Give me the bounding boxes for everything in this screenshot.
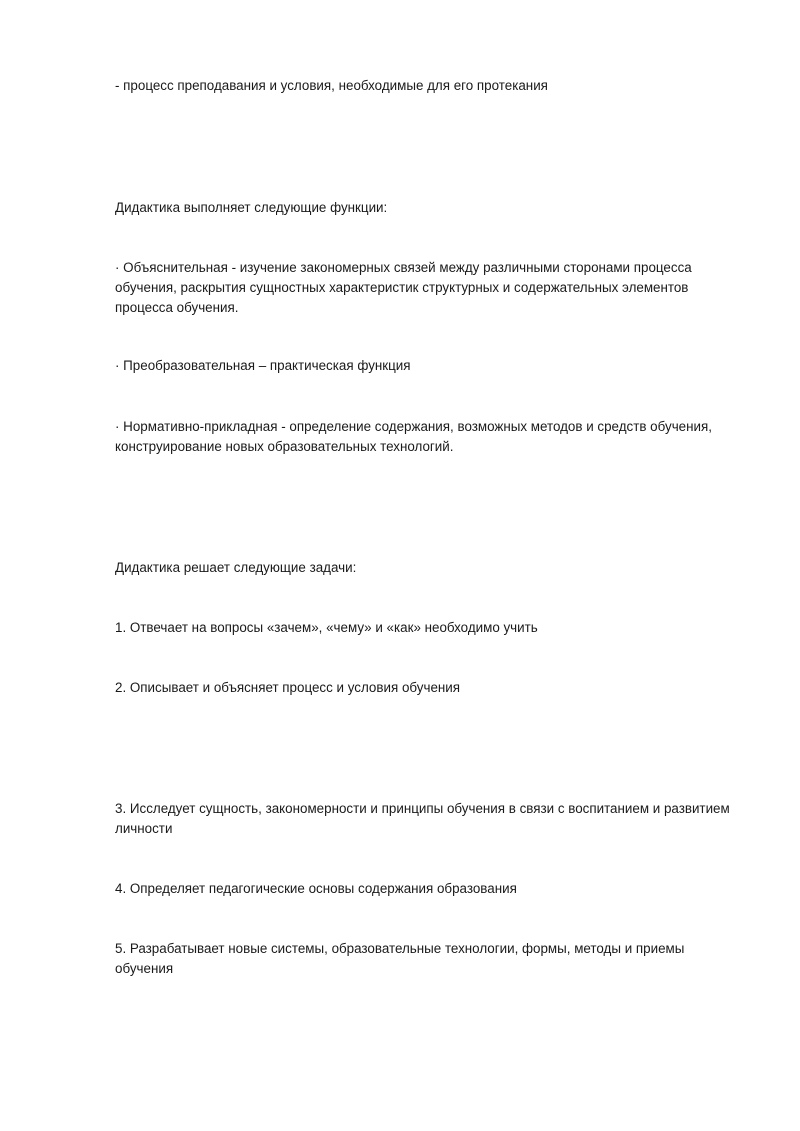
paragraph-function-explanatory: · Объяснительная - изучение закономерных связей между различными сторонами процесса обучения, раскрытия сущностных характеристик структурных и содержательных элементов процесса обучения. [115,260,692,315]
paragraph-task-4: 4. Определяет педагогические основы содержания образования [115,881,517,896]
paragraph-function-normative: · Нормативно-прикладная - определение содержания, возможных методов и средств обучения, конструирование новых образовательных технологий. [115,419,712,454]
paragraph-task-2: 2. Описывает и объясняет процесс и условия обучения [115,680,461,695]
paragraph-task-5: 5. Разрабатывает новые системы, образовательные технологии, формы, методы и приемы обучения [115,941,685,976]
paragraph-tasks-heading: Дидактика решает следующие задачи: [115,560,357,575]
paragraph-functions-heading: Дидактика выполняет следующие функции: [115,200,388,215]
paragraph-task-3: 3. Исследует сущность, закономерности и принципы обучения в связи с воспитанием и развитием личности [115,801,730,836]
paragraph-task-1: 1. Отвечает на вопросы «зачем», «чему» и «как» необходимо учить [115,620,538,635]
paragraph-teaching-process: - процесс преподавания и условия, необходимые для его протекания [115,78,548,93]
paragraph-function-transformative: · Преобразовательная – практическая функция [115,358,411,373]
